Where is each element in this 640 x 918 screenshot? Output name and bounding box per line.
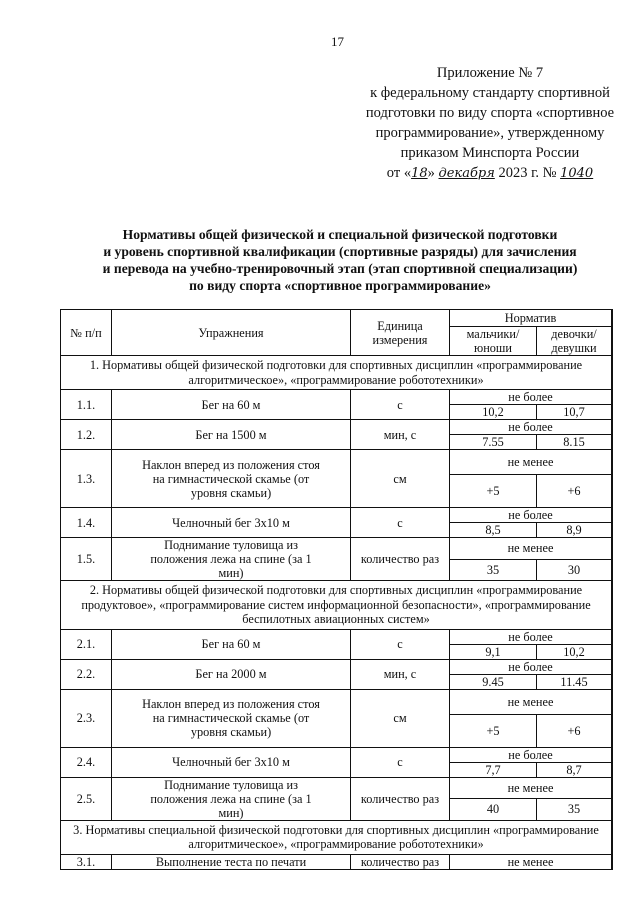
boys-value: 7.55	[450, 435, 537, 450]
boys-value: 9.45	[450, 674, 537, 689]
girls-value: 10,7	[537, 405, 613, 420]
unit: количество раз	[351, 854, 450, 869]
section-title: 3. Нормативы специальной физической подготовки для спортивных дисциплин «программирование алгоритмическое», «программирование робототехники»	[61, 820, 613, 854]
appendix-line: Приложение № 7	[436, 65, 544, 81]
row-number: 3.1.	[61, 854, 112, 869]
row-number: 1.1.	[61, 390, 112, 420]
exercise-name: Бег на 1500 м	[112, 420, 351, 450]
header-norm: Норматив	[450, 310, 613, 327]
header-boys: мальчики/ юноши	[450, 327, 537, 356]
header-girls: девочки/ девушки	[537, 327, 613, 356]
exercise-name: Наклон вперед из положения стоя на гимнастической скамье (от уровня скамьи)	[112, 689, 351, 747]
boys-value: 9,1	[450, 644, 537, 659]
table-row	[61, 390, 613, 405]
table-row	[61, 854, 613, 869]
girls-value: +6	[537, 714, 613, 747]
document-title	[60, 226, 620, 294]
unit: см	[351, 689, 450, 747]
exercise-name: Выполнение теста по печати	[112, 854, 351, 869]
appendix-line: к федеральному стандарту спортивной	[370, 85, 610, 101]
row-number: 1.2.	[61, 420, 112, 450]
appendix-header	[345, 63, 635, 184]
girls-value: +6	[537, 475, 613, 508]
norm-condition: не более	[450, 659, 613, 674]
norm-condition: не менее	[450, 538, 613, 560]
table-row	[61, 508, 613, 523]
year-text: 2023 г. №	[498, 165, 557, 181]
row-number: 2.3.	[61, 689, 112, 747]
girls-value: 11.45	[537, 674, 613, 689]
boys-value: +5	[450, 475, 537, 508]
exercise-name: Бег на 2000 м	[112, 659, 351, 689]
date-prefix: от «	[386, 165, 412, 181]
norm-condition: не более	[450, 420, 613, 435]
section-row	[61, 581, 613, 630]
exercise-name: Поднимание туловища из положения лежа на спине (за 1 мин)	[112, 538, 351, 581]
boys-value: 8,5	[450, 523, 537, 538]
unit: с	[351, 508, 450, 538]
norm-condition: не более	[450, 508, 613, 523]
table-row	[61, 689, 613, 714]
unit: с	[351, 390, 450, 420]
handwritten-order-number: 1040	[560, 166, 594, 181]
exercise-name: Поднимание туловища из положения лежа на спине (за 1 мин)	[112, 777, 351, 820]
row-number: 2.2.	[61, 659, 112, 689]
boys-value: 7,7	[450, 762, 537, 777]
norm-condition: не более	[450, 747, 613, 762]
boys-value: 10,2	[450, 405, 537, 420]
section-title: 1. Нормативы общей физической подготовки для спортивных дисциплин «программирование алгоритмическое», «программирование робототехники»	[61, 356, 613, 390]
appendix-line: программирование», утвержденному	[375, 125, 605, 141]
section-row	[61, 356, 613, 390]
table-row	[61, 629, 613, 644]
unit: см	[351, 450, 450, 508]
norm-condition: не более	[450, 390, 613, 405]
norm-condition: не менее	[450, 854, 613, 869]
exercise-name: Челночный бег 3х10 м	[112, 747, 351, 777]
boys-value: +5	[450, 714, 537, 747]
section-title: 2. Нормативы общей физической подготовки для спортивных дисциплин «программирование продуктовое», «программирование систем информационной безопасности», «программирование беспилотных авиационных систем»	[61, 581, 613, 630]
handwritten-day: 18	[411, 166, 428, 181]
row-number: 2.4.	[61, 747, 112, 777]
handwritten-month: декабря	[438, 166, 495, 181]
table-row	[61, 450, 613, 475]
title-line: по виду спорта «спортивное программирование»	[189, 278, 491, 293]
row-number: 1.3.	[61, 450, 112, 508]
page-number: 17	[331, 34, 344, 49]
exercise-name: Бег на 60 м	[112, 390, 351, 420]
girls-value: 8,9	[537, 523, 613, 538]
title-line: и уровень спортивной квалификации (спортивные разряды) для зачисления	[103, 244, 577, 259]
girls-value: 10,2	[537, 644, 613, 659]
exercise-name: Челночный бег 3х10 м	[112, 508, 351, 538]
unit: мин, с	[351, 420, 450, 450]
norm-condition: не менее	[450, 450, 613, 475]
norm-condition: не менее	[450, 689, 613, 714]
title-line: и перевода на учебно-тренировочный этап (этап спортивной специализации)	[102, 261, 578, 276]
title-line: Нормативы общей физической и специальной физической подготовки	[122, 227, 558, 242]
boys-value: 35	[450, 559, 537, 581]
norm-condition: не более	[450, 629, 613, 644]
unit: с	[351, 629, 450, 659]
row-number: 2.1.	[61, 629, 112, 659]
girls-value: 35	[537, 799, 613, 821]
row-number: 1.5.	[61, 538, 112, 581]
header-num: № п/п	[61, 310, 112, 356]
appendix-line: приказом Минспорта России	[400, 145, 580, 161]
section-row	[61, 820, 613, 854]
table-row	[61, 538, 613, 560]
unit: количество раз	[351, 538, 450, 581]
exercise-name: Бег на 60 м	[112, 629, 351, 659]
table-row	[61, 659, 613, 674]
table-row	[61, 777, 613, 799]
order-date-line	[345, 163, 635, 184]
unit: с	[351, 747, 450, 777]
girls-value: 8,7	[537, 762, 613, 777]
norm-condition: не менее	[450, 777, 613, 799]
boys-value: 40	[450, 799, 537, 821]
table-row	[61, 747, 613, 762]
unit: количество раз	[351, 777, 450, 820]
header-unit: Единица измерения	[351, 310, 450, 356]
date-mid: »	[427, 165, 435, 181]
header-exercise: Упражнения	[112, 310, 351, 356]
girls-value: 8.15	[537, 435, 613, 450]
table-row	[61, 420, 613, 435]
row-number: 1.4.	[61, 508, 112, 538]
unit: мин, с	[351, 659, 450, 689]
appendix-line: подготовки по виду спорта «спортивное	[365, 105, 615, 121]
norms-table	[60, 309, 613, 870]
exercise-name: Наклон вперед из положения стоя на гимнастической скамье (от уровня скамьи)	[112, 450, 351, 508]
girls-value: 30	[537, 559, 613, 581]
row-number: 2.5.	[61, 777, 112, 820]
